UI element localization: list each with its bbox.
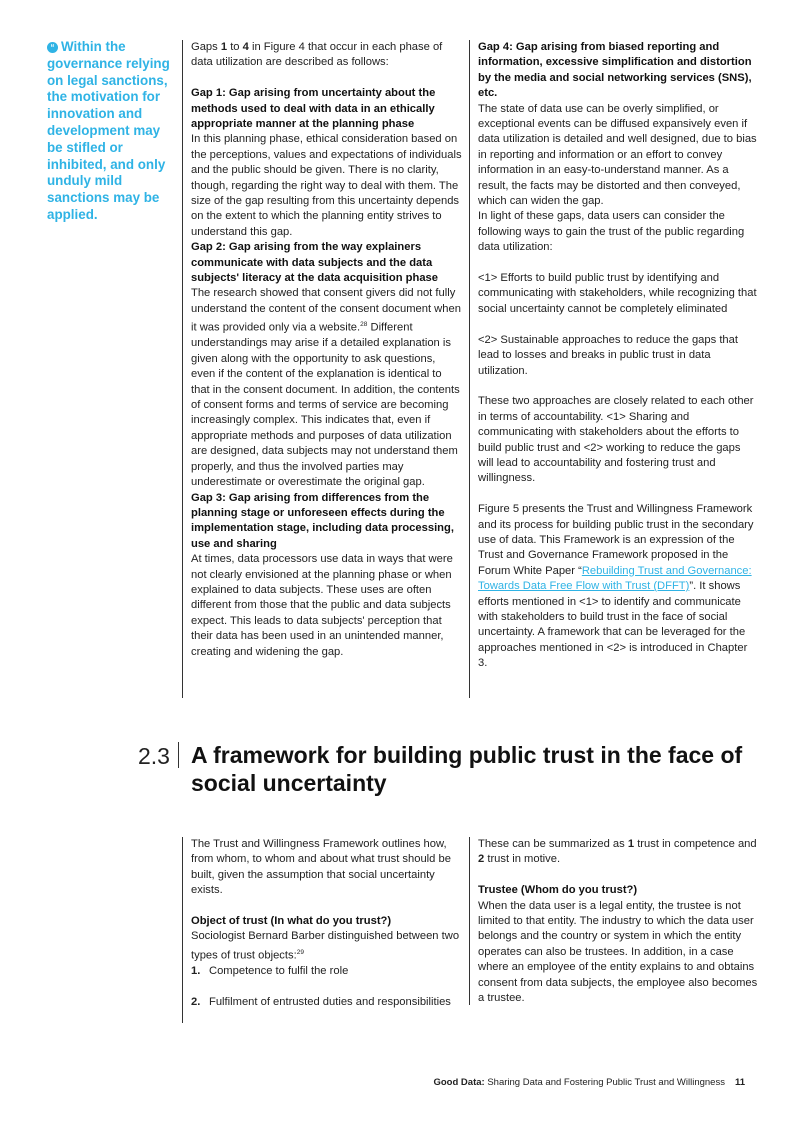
gaps-lead-paragraph: In light of these gaps, data users can consider the following ways to gain the trust of the public regarding data utilization: <box>478 210 745 254</box>
gap4-body: The state of data use can be overly simplified, or exceptional events can be diffused expansively even if data utilization is detailed and well designed, due to bias in reporting and information or an effort to convey information in an easy-to-understand manner. As a result, the facts may be distorted and then conveyed, which can widen the gap. <box>478 102 757 208</box>
gap3-body: At times, data processors use data in ways that were not clearly envisioned at the planning phase or when explained to data subjects. These uses are often different from those that the public and data subjects expect. This leads to data subjects' perception that their data has been used in an unintended manner, creating and widening the gap. <box>191 553 453 658</box>
trustee-heading: Trustee (Whom do you trust?) <box>478 884 638 897</box>
quote-icon: “ <box>47 42 58 53</box>
footnote-ref-28[interactable]: 28 <box>360 321 368 329</box>
summary-paragraph: These can be summarized as 1 trust in competence and 2 trust in motive. <box>478 838 757 866</box>
gap4-heading: Gap 4: Gap arising from biased reporting and information, excessive simplification and distortion by the media and social networking services (SNS), etc. <box>478 41 752 100</box>
gap1-body: In this planning phase, ethical consideration based on the perceptions, values and expectations of individuals and the public should be given. There is no clarity, though, regarding the right way to deal with them. The size of the gap resulting from this uncertainty depends on the extent to which the planning entity strives to understand this gap. <box>191 133 462 238</box>
column-4 <box>469 837 759 1005</box>
gap2-body: The research showed that consent givers did not fully understand the content of the consent document when it was provided only via a website.$^{28}$ Different understandings may arise if a detailed explanation is given along with the opportunity to ask questions, even if the content of the explanation is identical to that in the consent document. In addition, the contents of consent forms and terms of service are becoming increasingly complex. This indicates that, even if appropriate methods and purposes of data utilization are designed, data subjects may not understand them properly, and thus the involved parties may underestimate or overestimate the original gap. <box>191 287 461 489</box>
approach-2-paragraph: <2> Sustainable approaches to reduce the gaps that lead to losses and breaks in public trust in data utilization. <box>478 333 738 377</box>
column-3 <box>182 837 462 1023</box>
gap2-heading: Gap 2: Gap arising from the way explainers communicate with data subjects and the data subjects' literacy at the data acquisition phase <box>191 241 438 285</box>
framework-intro: The Trust and Willingness Framework outlines how, from whom, to whom and about what trust should be built, given the assumption that social uncertainty exists. <box>191 838 451 897</box>
section-number: 2.3 <box>138 742 179 768</box>
page-number: 11 <box>734 1077 745 1088</box>
trustee-body: When the data user is a legal entity, the trustee is not limited to that entity. The industry to which the data user belongs and the country or system in which the entity operates can also be trustees. In addition, in a case where an employee of the entity explains to and obtains consent from data subjects, the employee also becomes a trustee. <box>478 899 758 1005</box>
accountability-paragraph: These two approaches are closely related to each other in terms of accountability. <1> Sharing and communicating with stakeholders about the efforts to build public trust and <2> working to reduce the gaps will lead to accountability and fostering trust and willingness. <box>478 395 754 485</box>
section-title: A framework for building public trust in the face of social uncertainty <box>191 742 743 796</box>
list-item: 1. Competence to fulfil the role <box>191 964 349 977</box>
footer-subtitle: Sharing Data and Fostering Public Trust and Willingness <box>484 1077 725 1088</box>
list-item: 2. Fulfilment of entrusted duties and responsibilities <box>191 995 451 1008</box>
pull-quote-text: Within the governance relying on legal sanctions, the motivation for innovation and development may be stifled or inhibited, and only unduly mild sanctions may be applied. <box>47 39 170 222</box>
object-heading: Object of trust (In what do you trust?) <box>191 915 392 928</box>
column-1 <box>182 40 462 698</box>
footnote-ref-29[interactable]: 29 <box>296 948 304 956</box>
object-body: Sociologist Bernard Barber distinguished between two types of trust objects:$^{29}$ <box>191 930 460 962</box>
column-2 <box>469 40 759 698</box>
gap1-heading: Gap 1: Gap arising from uncertainty about the methods used to deal with data in an ethically appropriate manner at the planning phase <box>191 87 436 131</box>
intro-paragraph: Gaps 1 to 4 in Figure 4 that occur in each phase of data utilization are described as follows: <box>191 41 443 69</box>
approach-1-paragraph: <1> Efforts to build public trust by identifying and communicating with stakeholders, while recognizing that social uncertainty cannot be completely eliminated <box>478 272 757 315</box>
white-paper-link[interactable]: Rebuilding Trust and Governance: Towards Data Free Flow with Trust (DFFT) <box>478 564 752 593</box>
gap3-heading: Gap 3: Gap arising from differences from the planning stage or unforeseen effects during the implementation stage, including data processing, use and sharing <box>191 491 454 550</box>
pull-quote <box>47 39 172 224</box>
footer-title: Good Data: <box>433 1077 485 1088</box>
page-footer <box>433 1077 745 1088</box>
figure5-paragraph: Figure 5 presents the Trust and Willingness Framework and its process for building public trust in the secondary use of data. This Framework is an expression of the Trust and Governance Framework proposed in the Forum White Paper “Rebuilding Trust and Governance: Towards Data Free Flow with Trust (DFFT)”. It shows efforts mentioned in <1> to identify and communicate with stakeholders to build trust in the face of social uncertainty. A framework that can be leveraged for the approaches mentioned in <2> is introduced in Chapter 3. <box>478 503 754 670</box>
